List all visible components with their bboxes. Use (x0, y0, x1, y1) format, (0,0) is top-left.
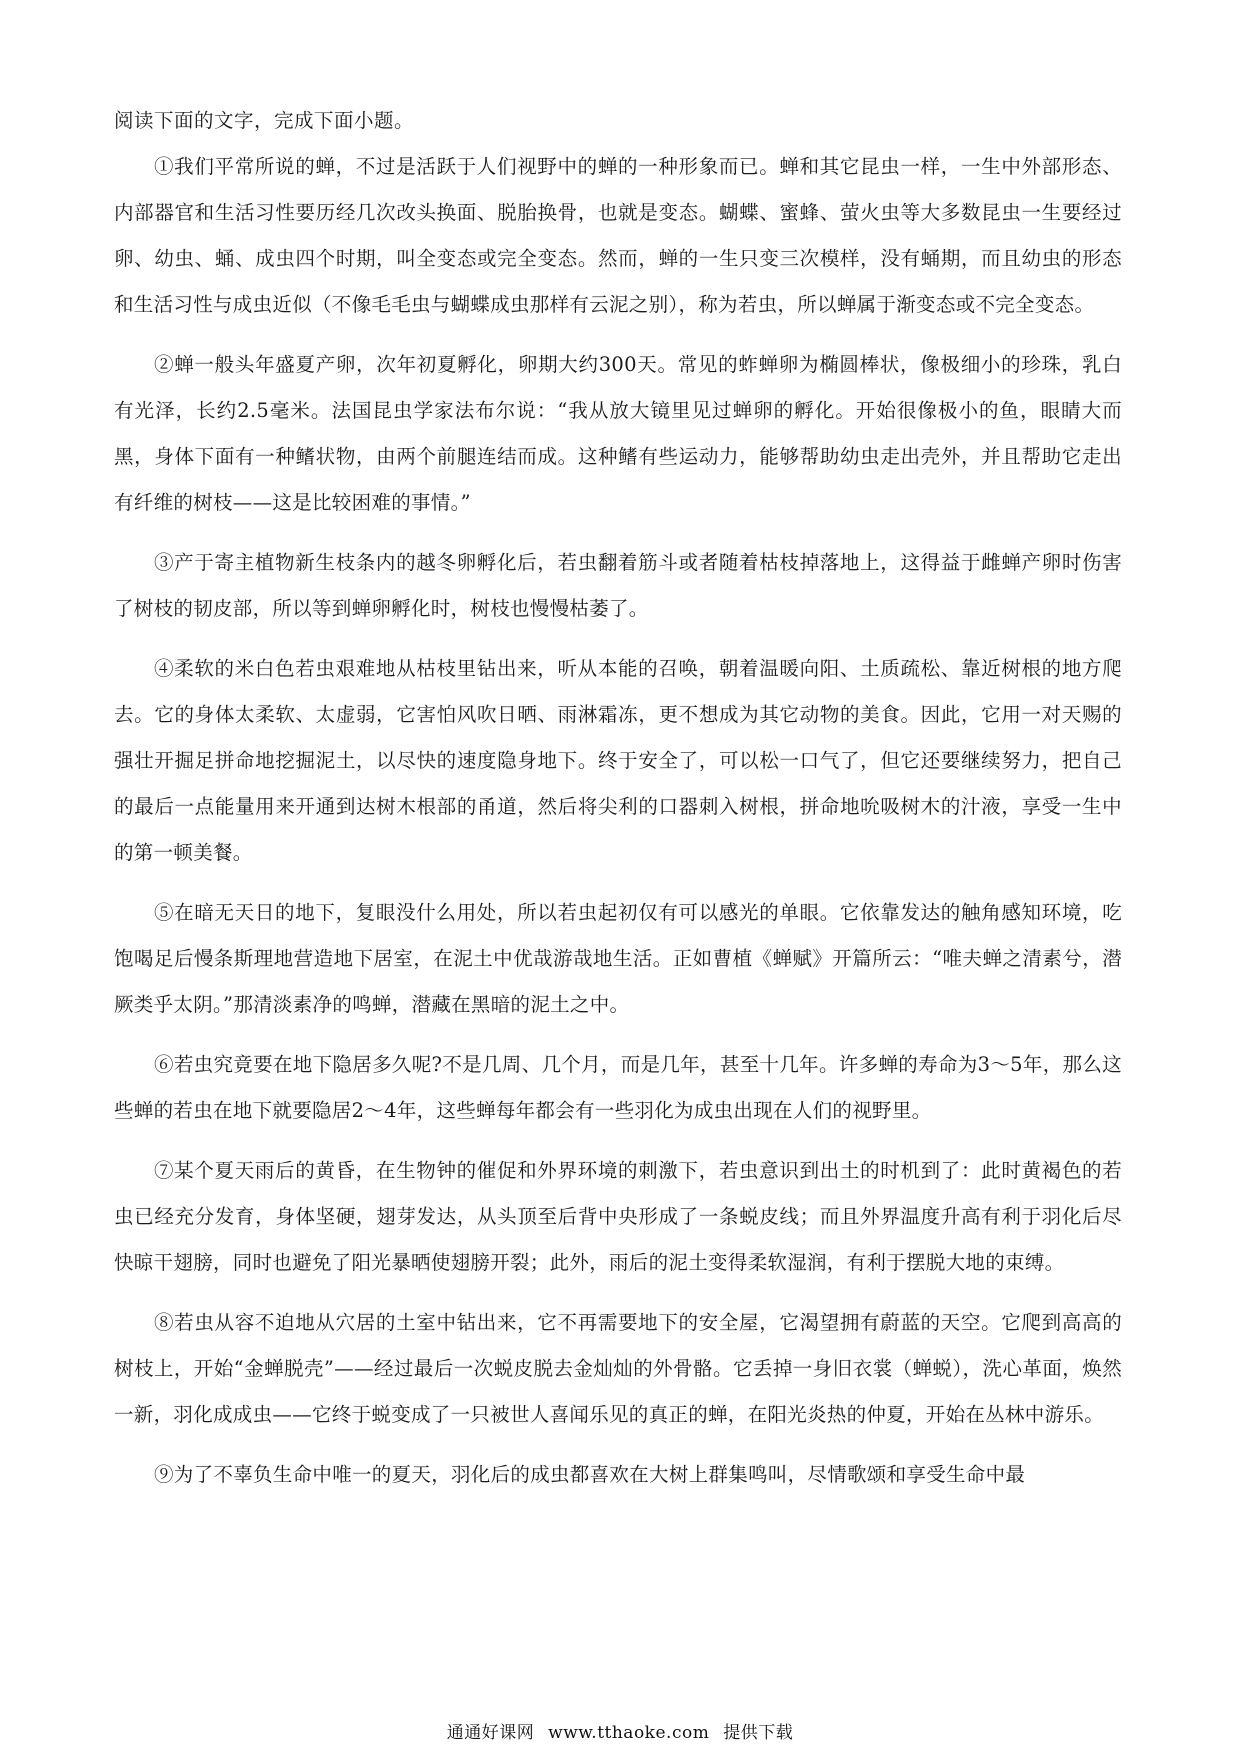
page-footer (0, 1718, 1240, 1743)
paragraph-8: ⑧若虫从容不迫地从穴居的土室中钻出来，它不再需要地下的安全屋，它渴望拥有蔚蓝的天空。它爬到高高的树枝上，开始“金蝉脱壳”——经过最后一次蜕皮脱去金灿灿的外骨骼。它丢掉一身旧衣裳（蝉蜕），洗心革面，焕然一新，羽化成成虫——它终于蜕变成了一只被世人喜闻乐见的真正的蝉，在阳光炎热的仲夏，开始在丛林中游乐。 (114, 1311, 1122, 1426)
paragraph-9: ⑨为了不辜负生命中唯一的夏天，羽化后的成虫都喜欢在大树上群集鸣叫，尽情歌颂和享受生命中最 (154, 1463, 1026, 1486)
document-body (114, 98, 1122, 1512)
paragraph-3: ③产于寄主植物新生枝条内的越冬卵孵化后，若虫翻着筋斗或者随着枯枝掉落地上，这得益于雌蝉产卵时伤害了树枝的韧皮部，所以等到蝉卵孵化时，树枝也慢慢枯萎了。 (114, 551, 1122, 620)
footer-url[interactable]: www.tthaoke.com (548, 1723, 710, 1743)
footer-note: 提供下载 (723, 1723, 794, 1743)
paragraph-7: ⑦某个夏天雨后的黄昏，在生物钟的催促和外界环境的刺激下，若虫意识到出土的时机到了：此时黄褐色的若虫已经充分发育，身体坚硬，翅芽发达，从头顶至后背中央形成了一条蜕皮线；而且外界温度升高有利于羽化后尽快晾干翅膀，同时也避免了阳光暴晒使翅膀开裂；此外，雨后的泥土变得柔软湿润，有利于摆脱大地的束缚。 (114, 1159, 1122, 1274)
paragraph-2: ②蝉一般头年盛夏产卵，次年初夏孵化，卵期大约300天。常见的蚱蝉卵为椭圆棒状，像极细小的珍珠，乳白有光泽，长约2.5毫米。法国昆虫学家法布尔说：“我从放大镜里见过蝉卵的孵化。开始很像极小的鱼，眼睛大而黑，身体下面有一种鳍状物，由两个前腿连结而成。这种鳍有些运动力，能够帮助幼虫走出壳外，并且帮助它走出有纤维的树枝——这是比较困难的事情。” (114, 353, 1122, 514)
instruction-text: 阅读下面的文字，完成下面小题。 (114, 109, 415, 132)
paragraph-5: ⑤在暗无天日的地下，复眼没什么用处，所以若虫起初仅有可以感光的单眼。它依靠发达的触角感知环境，吃饱喝足后慢条斯理地营造地下居室，在泥土中优哉游哉地生活。正如曹植《蝉赋》开篇所云：“唯夫蝉之清素兮，潜厥类乎太阴。”那清淡素净的鸣蝉，潜藏在黑暗的泥土之中。 (114, 901, 1122, 1016)
paragraph-6: ⑥若虫究竟要在地下隐居多久呢?不是几周、几个月，而是几年，甚至十几年。许多蝉的寿命为3～5年，那么这些蝉的若虫在地下就要隐居2～4年，这些蝉每年都会有一些羽化为成虫出现在人们的视野里。 (114, 1053, 1122, 1122)
footer-site-name: 通通好课网 (446, 1723, 535, 1743)
paragraph-1: ①我们平常所说的蝉，不过是活跃于人们视野中的蝉的一种形象而已。蝉和其它昆虫一样，一生中外部形态、内部器官和生活习性要历经几次改头换面、脱胎换骨，也就是变态。蝴蝶、蜜蜂、萤火虫等大多数昆虫一生要经过卵、幼虫、蛹、成虫四个时期，叫全变态或完全变态。然而，蝉的一生只变三次模样，没有蛹期，而且幼虫的形态和生活习性与成虫近似（不像毛毛虫与蝴蝶成虫那样有云泥之别），称为若虫，所以蝉属于渐变态或不完全变态。 (114, 155, 1122, 316)
paragraph-4: ④柔软的米白色若虫艰难地从枯枝里钻出来，听从本能的召唤，朝着温暖向阳、土质疏松、靠近树根的地方爬去。它的身体太柔软、太虚弱，它害怕风吹日晒、雨淋霜冻，更不想成为其它动物的美食。因此，它用一对天赐的强壮开掘足拼命地挖掘泥土，以尽快的速度隐身地下。终于安全了，可以松一口气了，但它还要继续努力，把自己的最后一点能量用来开通到达树木根部的甬道，然后将尖利的口器刺入树根，拼命地吮吸树木的汁液，享受一生中的第一顿美餐。 (114, 657, 1122, 864)
